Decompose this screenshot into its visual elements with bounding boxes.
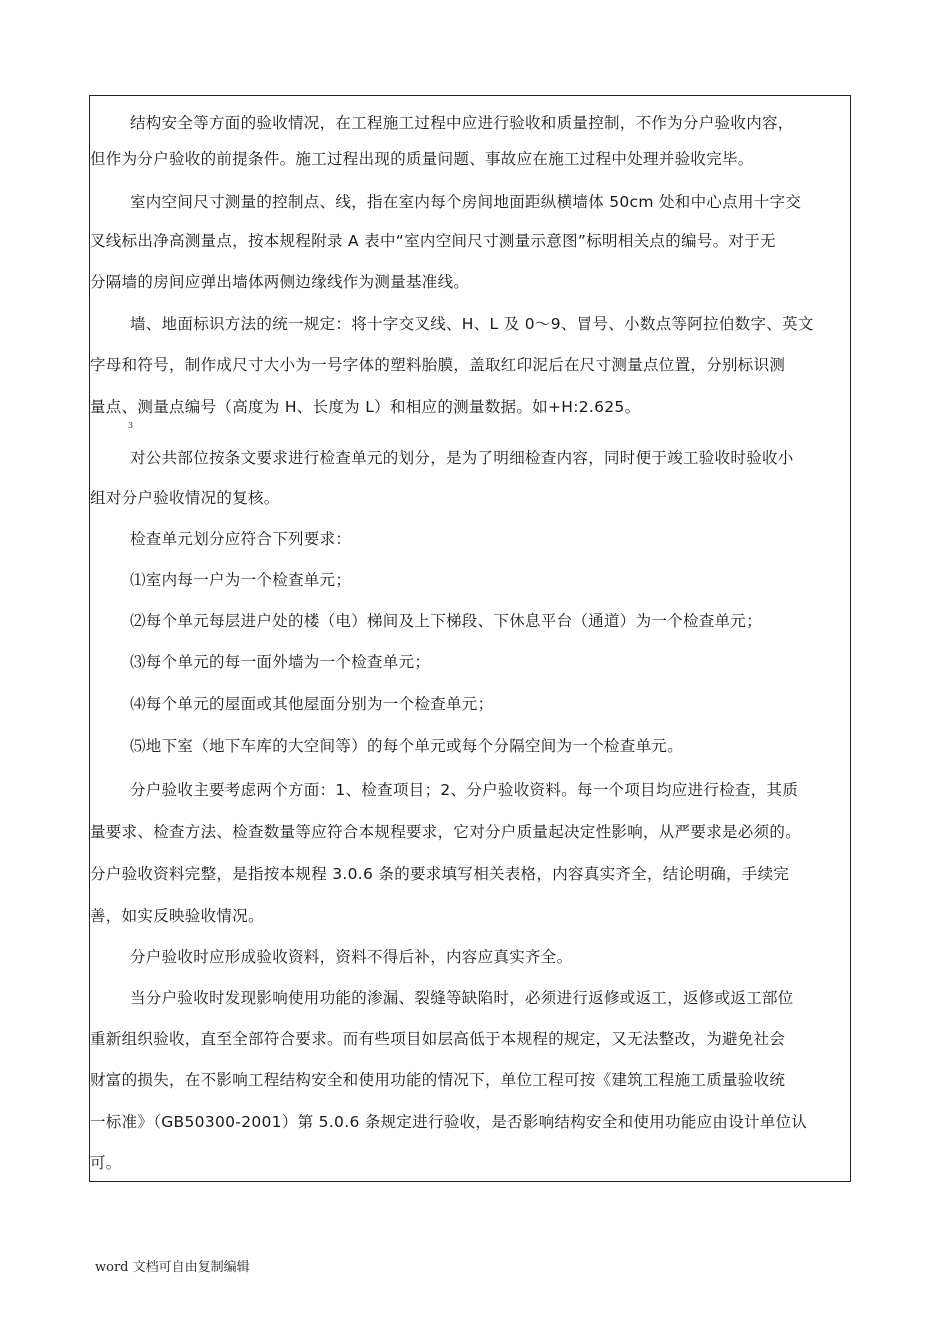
paragraph-line: 量要求、检查方法、检查数量等应符合本规程要求，它对分户质量起决定性影响，从严要求是必须的。 [90, 823, 802, 841]
paragraph-line: 对公共部位按条文要求进行检查单元的划分，是为了明细检查内容，同时便于竣工验收时验收小 [130, 449, 794, 467]
paragraph-line: 一标准》（GB50300-2001）第 5.0.6 条规定进行验收，是否影响结构安全和使用功能应由设计单位认 [90, 1113, 808, 1131]
list-item: ⑵每个单元每层进户处的楼（电）梯间及上下梯段、下休息平台（通道）为一个检查单元； [130, 612, 763, 630]
list-item: ⑴室内每一户为一个检查单元； [130, 571, 352, 589]
document-table-cell [89, 95, 851, 1182]
page-footer: word 文档可自由复制编辑 [95, 1260, 250, 1275]
paragraph-line: 结构安全等方面的验收情况，在工程施工过程中应进行验收和质量控制，不作为分户验收内容， [130, 114, 794, 132]
paragraph-line: 财富的损失，在不影响工程结构安全和使用功能的情况下，单位工程可按《建筑工程施工质量验收统 [90, 1071, 786, 1089]
list-item: ⑸地下室（地下车库的大空间等）的每个单元或每个分隔空间为一个检查单元。 [130, 737, 684, 755]
paragraph-line: 当分户验收时发现影响使用功能的渗漏、裂缝等缺陷时，必须进行返修或返工，返修或返工部位 [130, 989, 794, 1007]
paragraph-line: 墙、地面标识方法的统一规定：将十字交叉线、H、L 及 0～9、冒号、小数点等阿拉伯数字、英文 [130, 315, 814, 333]
list-item: ⑷每个单元的屋面或其他屋面分别为一个检查单元； [130, 695, 494, 713]
paragraph-line: 可。 [90, 1154, 122, 1172]
paragraph-line: 重新组织验收，直至全部符合要求。而有些项目如层高低于本规程的规定，又无法整改，为避免社会 [90, 1030, 786, 1048]
paragraph-line: 但作为分户验收的前提条件。施工过程出现的质量问题、事故应在施工过程中处理并验收完毕。 [90, 150, 754, 168]
list-item: ⑶每个单元的每一面外墙为一个检查单元； [130, 653, 431, 671]
paragraph-line: 善，如实反映验收情况。 [90, 907, 264, 925]
paragraph-line: 组对分户验收情况的复核。 [90, 489, 280, 507]
paragraph-line: 检查单元划分应符合下列要求： [130, 530, 352, 548]
paragraph-line: 分户验收时应形成验收资料，资料不得后补，内容应真实齐全。 [130, 948, 573, 966]
superscript-marker: 3 [128, 421, 134, 430]
paragraph-line: 字母和符号，制作成尺寸大小为一号字体的塑料胎膜，盖取红印泥后在尺寸测量点位置，分别标识测 [90, 356, 786, 374]
paragraph-line: 分户验收主要考虑两个方面：1、检查项目；2、分户验收资料。每一个项目均应进行检查，其质 [130, 781, 799, 799]
paragraph-line: 量点、测量点编号（高度为 H、长度为 L）和相应的测量数据。如+H:2.625。 [90, 398, 641, 416]
paragraph-line: 分隔墙的房间应弹出墙体两侧边缘线作为测量基准线。 [90, 273, 470, 291]
paragraph-line: 室内空间尺寸测量的控制点、线，指在室内每个房间地面距纵横墙体 50cm 处和中心点用十字交 [130, 193, 802, 211]
paragraph-line: 分户验收资料完整，是指按本规程 3.0.6 条的要求填写相关表格，内容真实齐全，结论明确，手续完 [90, 865, 790, 883]
paragraph-line: 叉线标出净高测量点，按本规程附录 A 表中“室内空间尺寸测量示意图”标明相关点的编号。对于无 [90, 232, 776, 250]
